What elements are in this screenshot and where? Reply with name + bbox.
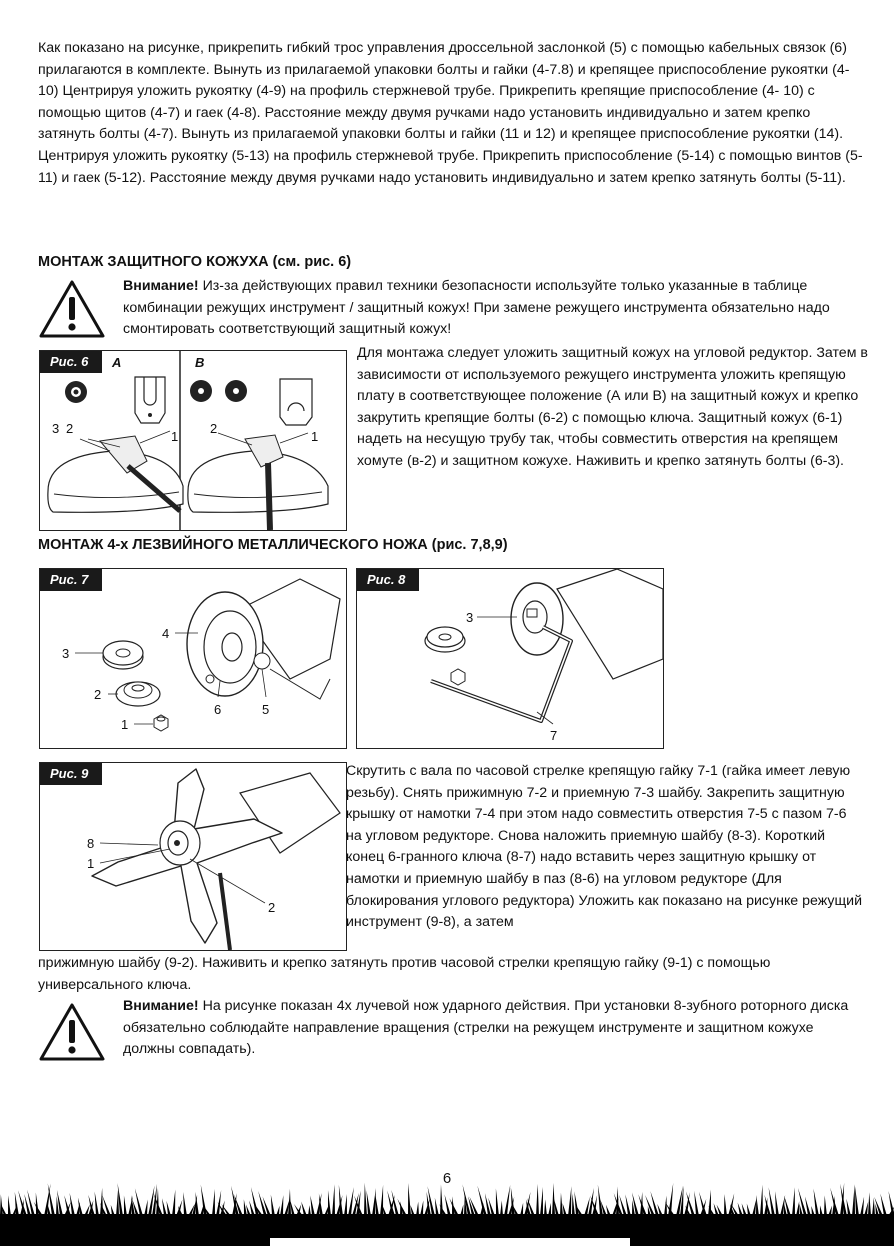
- intro-paragraph: Как показано на рисунке, прикрепить гибкий трос управления дроссельной заслонкой (5) с помощью кабельных связок (6) прилагаются в комплекте. Вынуть из прилагаемой упаковки болты и гайки (4-7.8) и крепящее приспособление рукоятки (4-10) Центрируя уложить рукоятку (4-9) на профиль стержневой трубе. Прикрепить крепящие приспособление (4- 10) с помощью щитов (4-7) и гаек (4-8). Расстояние между двумя ручками надо установить индивидуально и затем крепко затянуть болты (4-7). Вынуть из прилагаемой упаковки болты и гайки (11 и 12) и крепящее приспособление рукоятки (14). Центрируя уложить рукоятку (5-13) на профиль стержневой трубе. Прикрепить приспособление (5-14) с помощью винтов (5-11) и гаек (5-12). Расстояние между двумя ручками надо установить индивидуально и затем крепко затянуть болты (5-11).: [38, 40, 863, 186]
- figure-8: [356, 568, 664, 749]
- warning-triangle-icon: [38, 1002, 106, 1062]
- fig9-callout-8: 8: [87, 836, 95, 851]
- fig7-callout-4: 4: [162, 626, 170, 641]
- warning-text: Из-за действующих правил техники безопасности используйте только указанные в таблице комбинации режущих инструмент / защитный кожух! При замене режущего инструмента обязательно надо смонтировать соответствующий защитный кожух!: [123, 278, 830, 338]
- fig6-variant-a: A: [112, 355, 122, 370]
- fig7-callout-1: 1: [121, 717, 129, 732]
- fig6-callout-2a: 2: [66, 421, 74, 436]
- fig7-callout-5: 5: [262, 702, 270, 717]
- fig9-label: Рис. 9: [40, 763, 102, 785]
- fig8-callout-7: 7: [550, 728, 558, 743]
- fig6-callout-3: 3: [52, 421, 60, 436]
- fig7-label: Рис. 7: [40, 569, 102, 591]
- fig9-callout-1: 1: [87, 856, 95, 871]
- fig6-variant-b: B: [195, 355, 205, 370]
- guard-instructions: Для монтажа следует уложить защитный кожух на угловой редуктор. Затем в зависимости от используемого режущего инструмента уложить крепящую плату в соответствующее положение (А или В) на защитный кожух и крепко закрутить крепящие болты (6-2) с помощью ключа. Защитный кожух (6-1) надеть на несущую трубу так, чтобы совместить отверстия на крепящем хомуте (в-2) и защитном кожухе. Наживить и крепко затянуть болты (6-3).: [357, 345, 868, 469]
- grass-footer-decoration: [0, 1180, 894, 1246]
- warning-text: На рисунке показан 4х лучевой нож ударного действия. При установки 8-зубного роторного диска обязательно соблюдайте направление вращения (стрелки на режущем инструменте и защитном кожухе должны совпадать).: [123, 998, 849, 1058]
- figure-7: [39, 568, 347, 749]
- blade-instructions: Скрутить с вала по часовой стрелке крепящую гайку 7-1 (гайка имеет левую резьбу). Снять прижимную 7-2 и приемную 7-3 шайбу. Закрепить защитную крышку от намотки 7-4 при этом надо совместить отверстия 7-5 с пазом 7-6 на угловом редукторе. Снова наложить приемную шайбу (8-3). Короткий конец 6-гранного ключа (8-7) надо вставить через защитную крышку от намотки и приемную шайбу в паз (8-6) на угловом редукторе (Для блокирования углового редуктора) Уложить как показано на рисунке режущий инструмент (9-8), а затем: [346, 763, 863, 931]
- blade-instructions-continued: прижимную шайбу (9-2). Наживить и крепко затянуть против часовой стрелки крепящую гайку (9-1) с помощью универсального ключа.: [38, 955, 771, 993]
- fig6-callout-1a: 1: [171, 429, 179, 444]
- fig7-callout-6: 6: [214, 702, 222, 717]
- warning-guard: [123, 276, 868, 341]
- fig6-callout-1b: 1: [311, 429, 319, 444]
- fig6-callout-2b: 2: [210, 421, 218, 436]
- figure-6: [39, 350, 347, 531]
- section-heading-blade: МОНТАЖ 4-х ЛЕЗВИЙНОГО МЕТАЛЛИЧЕСКОГО НОЖА (рис. 7,8,9): [38, 537, 508, 553]
- fig7-callout-2: 2: [94, 687, 102, 702]
- page-number: 6: [442, 1170, 452, 1187]
- fig6-label: Рис. 6: [40, 351, 102, 373]
- fig9-callout-2: 2: [268, 900, 276, 915]
- fig7-callout-3: 3: [62, 646, 70, 661]
- fig8-label: Рис. 8: [357, 569, 419, 591]
- figure-9-illustration: [40, 763, 346, 950]
- warning-triangle-icon: [38, 279, 106, 339]
- figure-8-illustration: [357, 569, 663, 748]
- figure-9: [39, 762, 347, 951]
- figure-7-illustration: [40, 569, 346, 748]
- warning-blade: [123, 996, 868, 1061]
- warning-label: Внимание!: [123, 278, 199, 294]
- figure-6-illustration: [40, 351, 346, 530]
- fig8-callout-3: 3: [466, 610, 474, 625]
- section-heading-guard: МОНТАЖ ЗАЩИТНОГО КОЖУХА (см. рис. 6): [38, 254, 352, 270]
- warning-label: Внимание!: [123, 998, 199, 1014]
